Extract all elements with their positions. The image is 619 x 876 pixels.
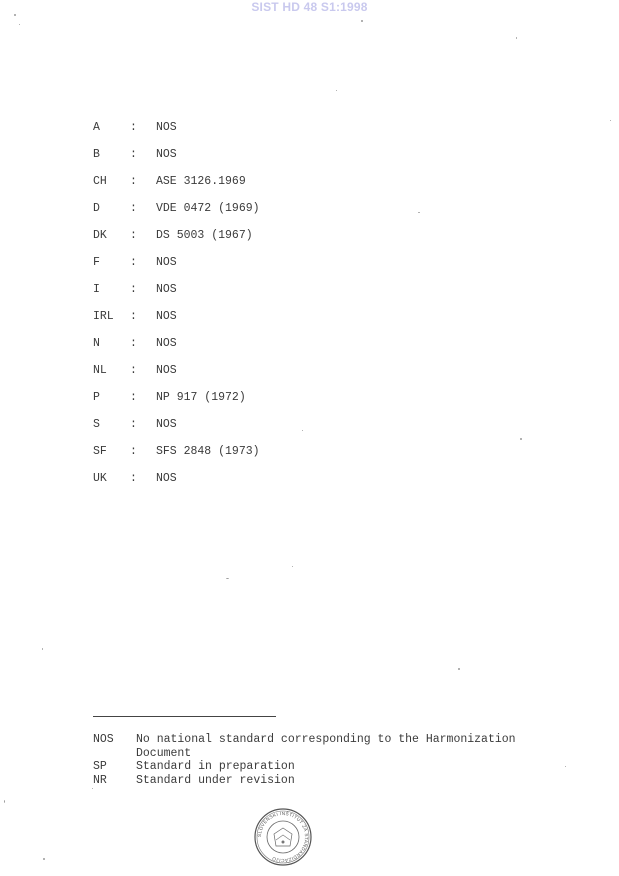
separator: : (130, 121, 137, 134)
document-id-watermark: SIST HD 48 S1:1998 (251, 0, 368, 14)
country-code: B (93, 148, 100, 161)
country-row (93, 148, 393, 175)
country-code: I (93, 283, 100, 296)
country-code: D (93, 202, 100, 215)
separator: : (130, 229, 137, 242)
country-row (93, 283, 393, 310)
scan-speck (336, 90, 337, 91)
country-row (93, 445, 393, 472)
national-standard: NOS (156, 310, 177, 323)
national-standard: DS 5003 (1967) (156, 229, 253, 242)
country-code: UK (93, 472, 107, 485)
national-standard: SFS 2848 (1973) (156, 445, 260, 458)
national-standard: ASE 3126.1969 (156, 175, 246, 188)
national-standard: NOS (156, 472, 177, 485)
country-row (93, 364, 393, 391)
country-code: P (93, 391, 100, 404)
legend-item (93, 774, 573, 788)
separator: : (130, 445, 137, 458)
country-row (93, 175, 393, 202)
legend-abbreviation: NOS (93, 733, 114, 746)
scan-speck (520, 438, 522, 440)
national-standard: NP 917 (1972) (156, 391, 246, 404)
national-standard: NOS (156, 337, 177, 350)
scan-speck (565, 766, 566, 767)
national-standard: NOS (156, 418, 177, 431)
scan-speck (92, 788, 93, 789)
country-row (93, 310, 393, 337)
country-code: F (93, 256, 100, 269)
separator: : (130, 256, 137, 269)
national-standard: VDE 0472 (1969) (156, 202, 260, 215)
scan-speck (610, 120, 611, 121)
abbreviation-legend (93, 733, 573, 787)
country-code: IRL (93, 310, 114, 323)
scan-speck (14, 14, 16, 16)
legend-description: Standard under revision (136, 773, 295, 787)
separator: : (130, 337, 137, 350)
national-standard: NOS (156, 283, 177, 296)
scan-speck (302, 430, 303, 431)
separator: : (130, 310, 137, 323)
national-standard: NOS (156, 364, 177, 377)
separator: : (130, 283, 137, 296)
country-row (93, 472, 393, 499)
country-row (93, 202, 393, 229)
separator: : (130, 148, 137, 161)
country-code: A (93, 121, 100, 134)
scan-speck (43, 858, 45, 860)
country-code: CH (93, 175, 107, 188)
footnote-divider (93, 716, 276, 717)
institute-seal-stamp (254, 806, 312, 868)
separator: : (130, 472, 137, 485)
country-row (93, 418, 393, 445)
national-standard: NOS (156, 121, 177, 134)
scan-speck (19, 24, 20, 25)
separator: : (130, 391, 137, 404)
legend-abbreviation: NR (93, 773, 107, 787)
country-code: SF (93, 445, 107, 458)
legend-description: No national standard corresponding to the Harmonization Document (136, 733, 516, 760)
country-standards-list (93, 121, 393, 499)
country-row (93, 391, 393, 418)
country-row (93, 121, 393, 148)
separator: : (130, 364, 137, 377)
separator: : (130, 418, 137, 431)
national-standard: NOS (156, 256, 177, 269)
scan-speck (458, 668, 460, 670)
country-row (93, 256, 393, 283)
country-code: NL (93, 364, 107, 377)
scan-speck (418, 212, 420, 213)
country-row (93, 229, 393, 256)
country-code: N (93, 337, 100, 350)
scan-speck (361, 20, 363, 22)
country-code: DK (93, 229, 107, 242)
country-row (93, 337, 393, 364)
separator: : (130, 175, 137, 188)
scan-speck (226, 578, 229, 579)
scan-speck (516, 37, 517, 39)
seal-lettering: SLOVENSKI INŠTITUT ZA STANDARDIZACIJO (256, 810, 310, 864)
separator: : (130, 202, 137, 215)
legend-item (93, 733, 573, 760)
scan-speck (292, 566, 293, 567)
legend-description: Standard in preparation (136, 760, 295, 773)
country-code: S (93, 418, 100, 431)
legend-abbreviation: SP (93, 760, 107, 773)
scan-speck (42, 648, 43, 650)
national-standard: NOS (156, 148, 177, 161)
scan-speck (4, 800, 5, 803)
legend-item (93, 760, 573, 774)
